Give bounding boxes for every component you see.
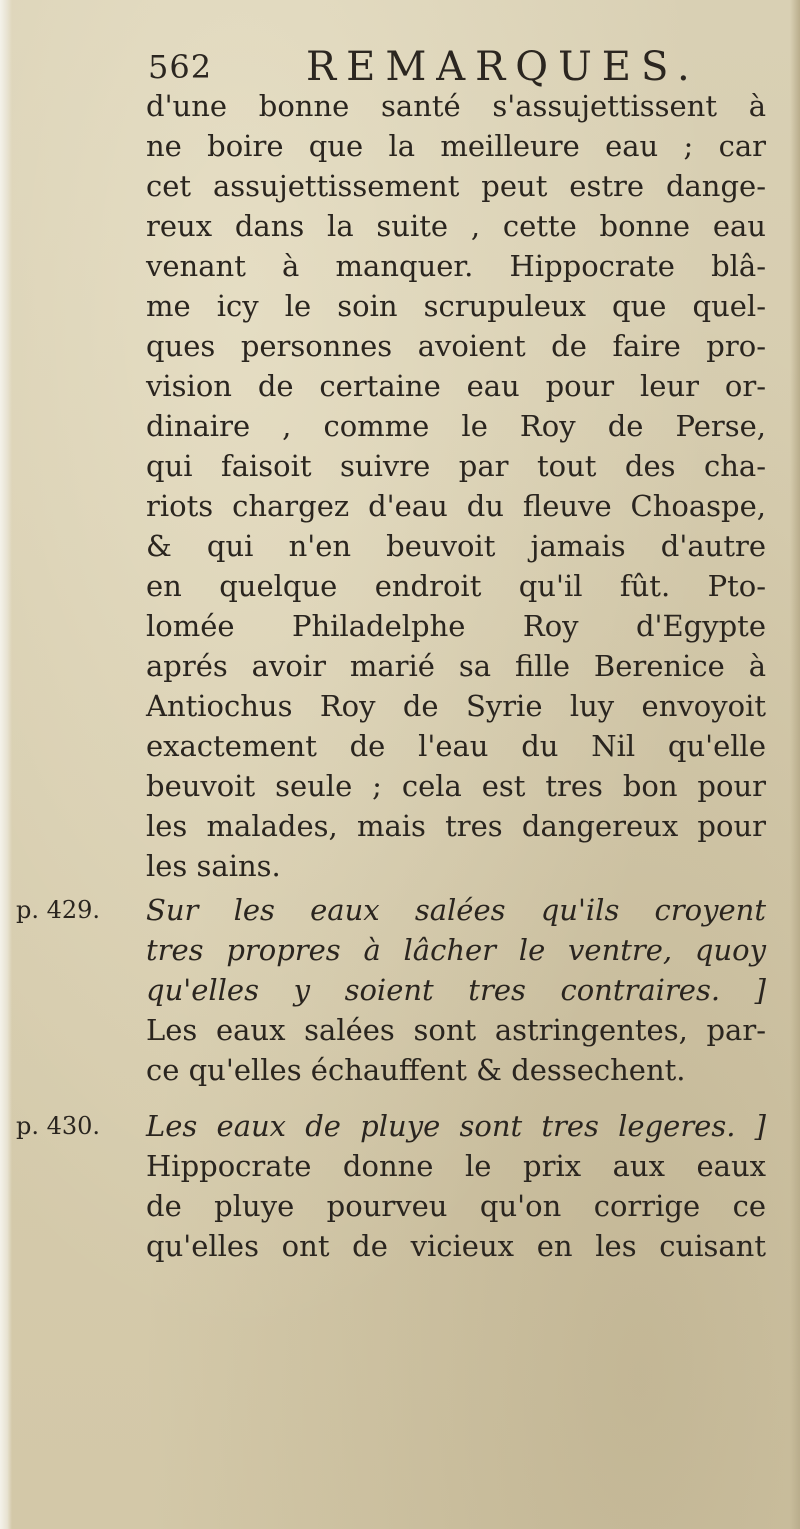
text-line: exactement de l'eau du Nil qu'elle	[146, 729, 766, 763]
text-line: vision de certaine eau pour leur or-	[146, 369, 766, 403]
text-line: ce qu'elles échauffent & dessechent.	[146, 1053, 686, 1087]
text-line: cet assujettissement peut estre dange-	[146, 169, 766, 203]
text-line: qui faisoit suivre par tout des cha-	[146, 449, 766, 483]
page-header	[148, 44, 700, 90]
text-line: qu'elles ont de vicieux en les cuisant	[146, 1229, 766, 1263]
running-head: REMARQUES.	[306, 44, 700, 90]
text-line: les sains.	[146, 849, 281, 883]
page-right-edge	[790, 0, 800, 1529]
lemma-line: qu'elles y soient tres contraires. ]	[146, 973, 766, 1007]
text-line: Hippocrate donne le prix aux eaux	[146, 1149, 766, 1183]
lemma-line: Sur les eaux salées qu'ils croyent	[146, 893, 766, 927]
text-line: aprés avoir marié sa fille Berenice à	[146, 649, 766, 683]
margin-page-reference: p. 429.	[16, 896, 101, 924]
text-line: d'une bonne santé s'assujettissent à	[146, 89, 766, 123]
text-line: Les eaux salées sont astringentes, par-	[146, 1013, 766, 1047]
text-line: riots chargez d'eau du fleuve Choaspe,	[146, 489, 766, 523]
text-line: en quelque endroit qu'il fût. Pto-	[146, 569, 766, 603]
page-number: 562	[148, 48, 213, 86]
text-line: & qui n'en beuvoit jamais d'autre	[146, 529, 766, 563]
text-line: ques personnes avoient de faire pro-	[146, 329, 766, 363]
text-line: ne boire que la meilleure eau ; car	[146, 129, 766, 163]
text-line: lomée Philadelphe Roy d'Egypte	[146, 609, 766, 643]
lemma-line: Les eaux de pluye sont tres legeres. ]	[146, 1109, 766, 1143]
text-line: venant à manquer. Hippocrate blâ-	[146, 249, 766, 283]
lemma-line: tres propres à lâcher le ventre, quoy	[146, 933, 766, 967]
text-line: dinaire , comme le Roy de Perse,	[146, 409, 766, 443]
text-line: de pluye pourveu qu'on corrige ce	[146, 1189, 766, 1223]
text-line: me icy le soin scrupuleux que quel-	[146, 289, 766, 323]
margin-page-reference: p. 430.	[16, 1112, 101, 1140]
text-line: beuvoit seule ; cela est tres bon pour	[146, 769, 766, 803]
text-line: reux dans la suite , cette bonne eau	[146, 209, 766, 243]
page-left-edge	[0, 0, 12, 1529]
text-line: les malades, mais tres dangereux pour	[146, 809, 766, 843]
text-line: Antiochus Roy de Syrie luy envoyoit	[146, 689, 766, 723]
